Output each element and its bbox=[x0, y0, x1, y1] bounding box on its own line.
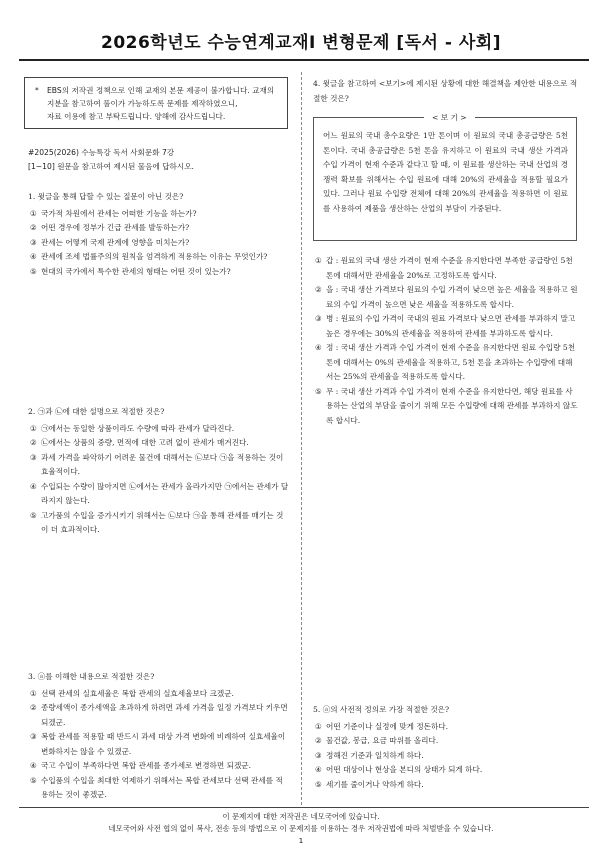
question-1 bbox=[28, 190, 290, 279]
choice-number: ② bbox=[315, 285, 322, 294]
choice-item[interactable] bbox=[28, 480, 290, 509]
choice-text: 관세는 어떻게 국제 관계에 영향을 미치는가? bbox=[41, 237, 190, 247]
choice-item[interactable] bbox=[313, 778, 579, 793]
choice-item[interactable] bbox=[28, 221, 290, 236]
question-stem: 5. ⓐ의 사전적 정의로 가장 적절한 것은? bbox=[313, 705, 450, 714]
notice-star: * bbox=[35, 86, 39, 95]
question-stem: 2. ㉠과 ㉡에 대한 설명으로 적절한 것은? bbox=[28, 407, 165, 416]
choice-number: ⑤ bbox=[30, 775, 37, 785]
copyright-footer: 이 문제지에 대한 저작권은 네모국어에 있습니다. bbox=[222, 812, 380, 821]
choice-text: 물건값, 봉급, 요금 따위를 올리다. bbox=[326, 736, 439, 745]
choice-number: ③ bbox=[30, 452, 37, 462]
choice-number: ⑤ bbox=[30, 510, 37, 520]
choice-text: 무 : 국내 생산 가격과 수입 가격이 현재 수준을 유지한다면, 해당 원료를 사용하는 산업의 부담을 줄이기 위해 모든 수입량에 대해 관세를 부과하지 않도록 합시다. bbox=[326, 386, 578, 425]
choice-item[interactable] bbox=[313, 720, 579, 735]
choice-number: ④ bbox=[315, 765, 322, 774]
choice-item[interactable] bbox=[28, 436, 290, 451]
choice-number: ① bbox=[30, 208, 37, 218]
bogi-text: 어느 원료의 국내 총수요량은 1만 톤이며 이 원료의 국내 총공급량은 5천 톤이다. 국내 총공급량은 5천 톤을 유지하고 이 원료의 국내 생산 가격과 수입 가격이 현재 수준과 같다고 할 때, 이 원료를 생산하는 국내 산업의 경쟁력 확보를 위해서는 수입 원료에 대해 20%의 관세율을 적용할 필요가 있다. 그러나 원료 수입량 전체에 대해 20%의 관세율을 적용하면 이 원료를 사용하여 제품을 생산하는 산업의 부담이 가중된다. bbox=[323, 131, 568, 213]
copyright-notice-box bbox=[24, 77, 288, 129]
choice-item[interactable] bbox=[28, 236, 290, 251]
choice-number: ② bbox=[30, 438, 37, 447]
question-2 bbox=[28, 405, 290, 538]
choice-item[interactable] bbox=[28, 687, 290, 702]
choice-text: 선택 관세의 실효세율은 복합 관세의 실효세율보다 크겠군. bbox=[41, 688, 234, 698]
choice-number: ④ bbox=[30, 252, 37, 261]
choice-number: ③ bbox=[315, 314, 322, 323]
choice-item[interactable] bbox=[28, 265, 290, 280]
choice-text: 수입품의 수입을 최대한 억제하기 위해서는 복합 관세보다 선택 관세를 적용하는 것이 좋겠군. bbox=[41, 775, 283, 799]
choice-list bbox=[28, 422, 290, 538]
bogi-box bbox=[313, 113, 577, 241]
choice-number: ② bbox=[30, 703, 37, 712]
choice-number: ⑤ bbox=[315, 779, 322, 789]
notice-line: EBS의 저작권 정책으로 인해 교재의 본문 제공이 불가합니다. 교재의 bbox=[47, 86, 275, 95]
footer-divider bbox=[19, 807, 589, 808]
choice-list bbox=[313, 254, 579, 428]
column-divider bbox=[301, 72, 302, 805]
question-3 bbox=[28, 670, 290, 803]
choice-number: ⑤ bbox=[315, 386, 322, 396]
question-stem: 1. 윗글을 통해 답할 수 있는 질문이 아닌 것은? bbox=[28, 192, 184, 201]
choice-text: 어떤 대상이나 현상을 본디의 상태가 되게 하다. bbox=[326, 765, 483, 774]
choice-item[interactable] bbox=[313, 283, 579, 312]
choice-number: ③ bbox=[315, 750, 322, 760]
choice-text: 종량세액이 종가세액을 초과하게 하려면 과세 가격을 일정 가격보다 키우면 되겠군. bbox=[41, 703, 288, 727]
choice-number: ① bbox=[30, 423, 37, 433]
choice-text: 국고 수입이 부족하다면 복합 관세를 종가세로 변경하면 되겠군. bbox=[41, 761, 252, 770]
choice-text: 복합 관세를 적용할 때 반드시 과세 대상 가격 변화에 비례하여 실효세율이 변화하지는 않을 수 있겠군. bbox=[41, 732, 286, 756]
choice-item[interactable] bbox=[313, 734, 579, 749]
title-divider bbox=[19, 59, 589, 61]
choice-list bbox=[28, 687, 290, 803]
question-5 bbox=[313, 703, 579, 792]
choice-text: 병 : 원료의 수입 가격이 국내의 원료 가격보다 낮으면 관세를 부과하지 말고 높은 경우에는 30%의 관세율을 적용하여 관세를 부과하도록 합시다. bbox=[326, 314, 576, 338]
page-title: 2026학년도 수능연계교재Ⅰ 변형문제 [독서 - 사회] bbox=[100, 33, 501, 53]
choice-number: ② bbox=[30, 223, 37, 232]
choice-text: 과세 가격을 파악하기 어려운 물건에 대해서는 ㉡보다 ㉠을 적용하는 것이 효율적이다. bbox=[41, 452, 284, 476]
choice-number: ⑤ bbox=[30, 266, 37, 276]
choice-item[interactable] bbox=[28, 451, 290, 480]
choice-item[interactable] bbox=[28, 701, 290, 730]
choice-number: ① bbox=[315, 256, 322, 265]
choice-number: ① bbox=[315, 721, 322, 731]
choice-text: 어떤 경우에 정부가 긴급 관세를 발동하는가? bbox=[41, 223, 190, 232]
bogi-label: < 보 기 > bbox=[424, 112, 475, 124]
choice-item[interactable] bbox=[313, 341, 579, 385]
choice-number: ③ bbox=[30, 237, 37, 247]
choice-number: ④ bbox=[30, 481, 37, 491]
instructions: [1~10] 원문을 참고하여 제시된 물음에 답하시오. bbox=[28, 162, 194, 171]
notice-line: 자료 이용에 참고 부탁드립니다. 양해에 감사드립니다. bbox=[47, 112, 226, 121]
choice-item[interactable] bbox=[28, 207, 290, 222]
choice-number: ② bbox=[315, 736, 322, 745]
notice-line: 지분을 참고하여 풀이가 가능하도록 문제를 제작하였으니, bbox=[47, 99, 238, 108]
choice-item[interactable] bbox=[313, 749, 579, 764]
choice-number: ④ bbox=[315, 343, 322, 352]
choice-item[interactable] bbox=[313, 385, 579, 429]
choice-item[interactable] bbox=[28, 730, 290, 759]
choice-text: 세기를 줄이거나 약하게 하다. bbox=[326, 779, 424, 789]
choice-text: 수입되는 수량이 많아지면 ㉡에서는 관세가 올라가지만 ㉠에서는 관세가 달라지지 않는다. bbox=[41, 481, 289, 505]
question-stem: 4. 윗글을 참고하여 <보기>에 제시된 상황에 대한 해결책을 제안한 내용으로 적절한 것은? bbox=[313, 79, 578, 103]
source-reference: #2025(2026) 수능특강 독서 사회문화 7강 bbox=[28, 148, 175, 157]
choice-text: ㉠에서는 동일한 상품이라도 수량에 따라 관세가 달라진다. bbox=[41, 423, 235, 433]
choice-number: ④ bbox=[30, 761, 37, 770]
choice-text: 정 : 국내 생산 가격과 수입 가격이 현재 수준을 유지한다면 원료 수입량 5천 톤에 대해서는 0%의 관세율을 적용하고, 5천 톤을 초과하는 수입량에 대해서는 25%의 관세율을 적용하도록 합시다. bbox=[326, 343, 576, 381]
choice-text: 고가품의 수입을 증가시키기 위해서는 ㉡보다 ㉠을 통해 관세를 매기는 것이 더 효과적이다. bbox=[41, 510, 284, 534]
choice-text: 갑 : 원료의 국내 생산 가격이 현재 수준을 유지한다면 부족한 공급량인 5천 톤에 대해서만 관세율을 20%로 고정하도록 합시다. bbox=[326, 256, 573, 280]
choice-text: 정해진 기준과 일치하게 하다. bbox=[326, 750, 424, 760]
choice-text: 현대의 국가에서 특수한 관세의 형태는 어떤 것이 있는가? bbox=[41, 266, 231, 276]
copyright-warning: 네모국어와 사전 협의 없이 복사, 전송 등의 방법으로 이 문제지를 이용하는 경우 저작권법에 따라 처벌받을 수 있습니다. bbox=[108, 824, 494, 833]
choice-number: ① bbox=[30, 688, 37, 698]
choice-item[interactable] bbox=[28, 250, 290, 265]
choice-item[interactable] bbox=[28, 422, 290, 437]
choice-list bbox=[313, 720, 579, 793]
choice-item[interactable] bbox=[28, 774, 290, 803]
choice-number: ③ bbox=[30, 732, 37, 741]
choice-text: 어떤 기준이나 실정에 맞게 정돈하다. bbox=[326, 721, 449, 731]
choice-text: 관세에 조세 법률주의의 원칙을 엄격하게 적용하는 이유는 무엇인가? bbox=[41, 252, 268, 261]
choice-text: 을 : 국내 생산 가격보다 원료의 수입 가격이 낮으면 높은 세율을 적용하고 원료의 수입 가격이 높으면 낮은 세율을 적용하도록 합시다. bbox=[326, 285, 578, 309]
choice-item[interactable] bbox=[313, 254, 579, 283]
question-4-choices bbox=[313, 254, 579, 428]
choice-item[interactable] bbox=[313, 763, 579, 778]
choice-text: 국가적 차원에서 관세는 어떠한 기능을 하는가? bbox=[41, 208, 197, 218]
choice-item[interactable] bbox=[313, 312, 579, 341]
page-number: 1 bbox=[298, 836, 304, 845]
choice-item[interactable] bbox=[28, 759, 290, 774]
question-stem: 3. ⓐ를 이해한 내용으로 적절한 것은? bbox=[28, 672, 155, 681]
choice-item[interactable] bbox=[28, 509, 290, 538]
question-4 bbox=[313, 77, 579, 108]
choice-text: ㉡에서는 상품의 중량, 면적에 대한 고려 없이 관세가 매겨진다. bbox=[41, 438, 249, 447]
choice-list bbox=[28, 207, 290, 280]
